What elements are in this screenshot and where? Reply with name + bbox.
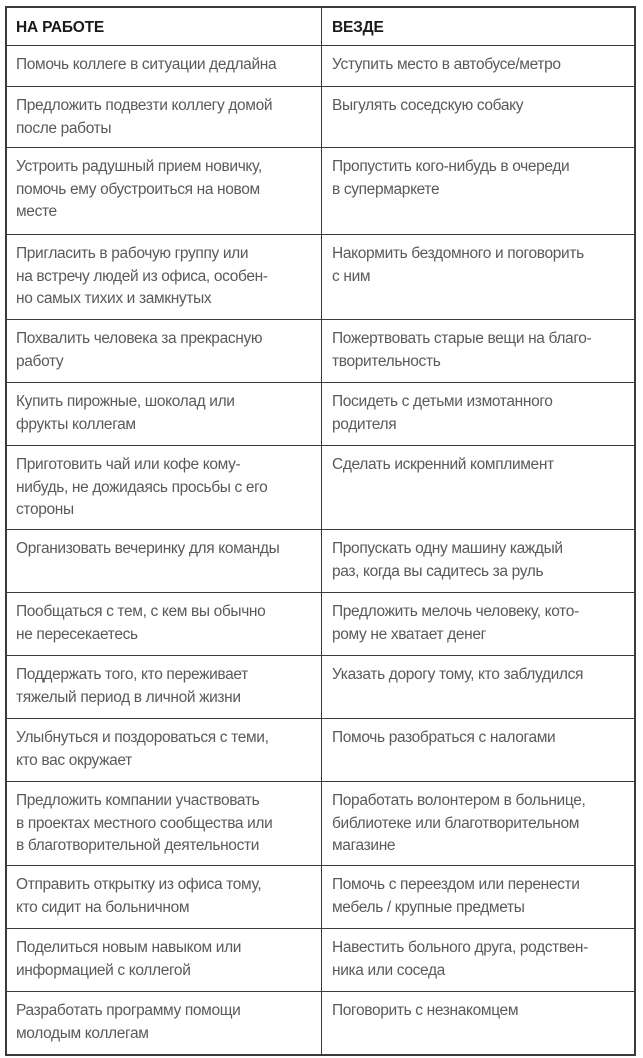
cell-at-work	[7, 46, 322, 86]
cell-text-line: работу	[16, 352, 64, 370]
cell-everywhere	[322, 446, 634, 529]
cell-text-line: Выгулять соседскую собаку	[332, 97, 524, 114]
cell-at-work	[7, 235, 322, 319]
table-row	[7, 530, 634, 593]
cell-text-line: Пожертвовать старые вещи на благо-	[332, 330, 592, 347]
cell-text-line: Помочь с переездом или перенести	[332, 876, 580, 893]
cell-text-line: магазине	[332, 837, 396, 854]
cell-text-line: Помочь разобраться с налогами	[332, 729, 556, 746]
cell-at-work	[7, 320, 322, 382]
column-header-at-work: НА РАБОТЕ	[7, 8, 322, 45]
cell-text-line: библиотеке или благотворительном	[332, 814, 580, 832]
table-row	[7, 719, 634, 782]
cell-text-line: молодым коллегам	[16, 1024, 149, 1042]
cell-everywhere	[322, 530, 634, 592]
cell-text-line: Навестить больного друга, родствен-	[332, 939, 588, 956]
cell-at-work	[7, 148, 322, 234]
cell-at-work	[7, 446, 322, 529]
table-body	[7, 46, 634, 1054]
cell-everywhere	[322, 929, 634, 991]
cell-text-line: Предложить мелочь человеку, кото-	[332, 603, 579, 620]
cell-everywhere	[322, 719, 634, 781]
table-row	[7, 866, 634, 929]
cell-text-line: информацией с коллегой	[16, 961, 191, 979]
cell-everywhere	[322, 866, 634, 928]
cell-everywhere	[322, 593, 634, 655]
cell-text-line: рому не хватает денег	[332, 625, 486, 643]
cell-text-line: с ним	[332, 267, 371, 285]
cell-everywhere	[322, 46, 634, 86]
cell-text-line: родителя	[332, 415, 397, 433]
cell-text-line: Поддержать того, кто переживает	[16, 666, 248, 683]
cell-at-work	[7, 656, 322, 718]
cell-text-line: Похвалить человека за прекрасную	[16, 330, 263, 347]
table-row	[7, 656, 634, 719]
cell-text-line: мебель / крупные предметы	[332, 898, 525, 916]
cell-text-line: Устроить радушный прием новичку,	[16, 158, 262, 175]
cell-text-line: Пообщаться с тем, с кем вы обычно	[16, 603, 266, 620]
cell-text-line: Накормить бездомного и поговорить	[332, 245, 584, 262]
cell-at-work	[7, 992, 322, 1054]
cell-text-line: раз, когда вы садитесь за руль	[332, 562, 544, 580]
table-row	[7, 46, 634, 87]
cell-text-line: на встречу людей из офиса, особен-	[16, 267, 268, 285]
cell-text-line: Отправить открытку из офиса тому,	[16, 876, 262, 893]
cell-text-line: не пересекаетесь	[16, 625, 138, 643]
cell-at-work	[7, 87, 322, 147]
cell-at-work	[7, 782, 322, 865]
cell-everywhere	[322, 235, 634, 319]
cell-at-work	[7, 383, 322, 445]
cell-text-line: фрукты коллегам	[16, 415, 136, 433]
table-row	[7, 446, 634, 530]
cell-everywhere	[322, 87, 634, 147]
cell-text-line: Пригласить в рабочую группу или	[16, 245, 249, 262]
cell-text-line: после работы	[16, 119, 112, 137]
table-row	[7, 235, 634, 320]
table-row	[7, 593, 634, 656]
table-header-row	[7, 8, 634, 46]
cell-text-line: ника или соседа	[332, 961, 445, 979]
table-row	[7, 992, 634, 1054]
cell-text-line: Посидеть с детьми измотанного	[332, 393, 553, 410]
cell-text-line: Помочь коллеге в ситуации дедлайна	[16, 56, 277, 73]
table-row	[7, 87, 634, 148]
cell-text-line: Купить пирожные, шоколад или	[16, 393, 235, 410]
cell-text-line: Предложить компании участвовать	[16, 792, 260, 809]
cell-text-line: нибудь, не дожидаясь просьбы с его	[16, 478, 268, 496]
cell-text-line: в проектах местного сообщества или	[16, 814, 273, 832]
cell-text-line: месте	[16, 203, 57, 220]
cell-everywhere	[322, 148, 634, 234]
cell-text-line: кто вас окружает	[16, 751, 132, 769]
cell-at-work	[7, 929, 322, 991]
cell-everywhere	[322, 320, 634, 382]
cell-text-line: Пропускать одну машину каждый	[332, 540, 563, 557]
cell-everywhere	[322, 782, 634, 865]
cell-text-line: Сделать искренний комплимент	[332, 456, 554, 473]
table-row	[7, 383, 634, 446]
cell-at-work	[7, 593, 322, 655]
column-header-everywhere: ВЕЗДЕ	[332, 19, 384, 36]
cell-at-work	[7, 866, 322, 928]
cell-text-line: Приготовить чай или кофе кому-	[16, 456, 241, 473]
cell-text-line: Поговорить с незнакомцем	[332, 1002, 519, 1019]
table-row	[7, 320, 634, 383]
cell-text-line: Разработать программу помощи	[16, 1002, 241, 1019]
cell-text-line: но самых тихих и замкнутых	[16, 290, 212, 307]
cell-at-work	[7, 530, 322, 592]
cell-text-line: Указать дорогу тому, кто заблудился	[332, 666, 584, 683]
cell-text-line: в супермаркете	[332, 180, 440, 198]
table-row	[7, 148, 634, 235]
cell-text-line: Организовать вечеринку для команды	[16, 540, 280, 557]
cell-at-work	[7, 719, 322, 781]
cell-everywhere	[322, 992, 634, 1054]
cell-text-line: тяжелый период в личной жизни	[16, 688, 241, 706]
cell-text-line: Поделиться новым навыком или	[16, 939, 242, 956]
cell-text-line: Улыбнуться и поздороваться с теми,	[16, 729, 269, 746]
kindness-ideas-table	[5, 6, 636, 1056]
table-row	[7, 929, 634, 992]
cell-everywhere	[322, 383, 634, 445]
cell-text-line: в благотворительной деятельности	[16, 837, 260, 854]
cell-text-line: Предложить подвезти коллегу домой	[16, 97, 273, 114]
cell-text-line: Пропустить кого-нибудь в очереди	[332, 158, 570, 175]
cell-text-line: кто сидит на больничном	[16, 898, 190, 916]
cell-text-line: стороны	[16, 501, 74, 518]
cell-everywhere	[322, 656, 634, 718]
cell-text-line: творительность	[332, 352, 441, 370]
table-row	[7, 782, 634, 866]
cell-text-line: помочь ему обустроиться на новом	[16, 180, 260, 198]
cell-text-line: Уступить место в автобусе/метро	[332, 56, 561, 73]
cell-text-line: Поработать волонтером в больнице,	[332, 792, 586, 809]
